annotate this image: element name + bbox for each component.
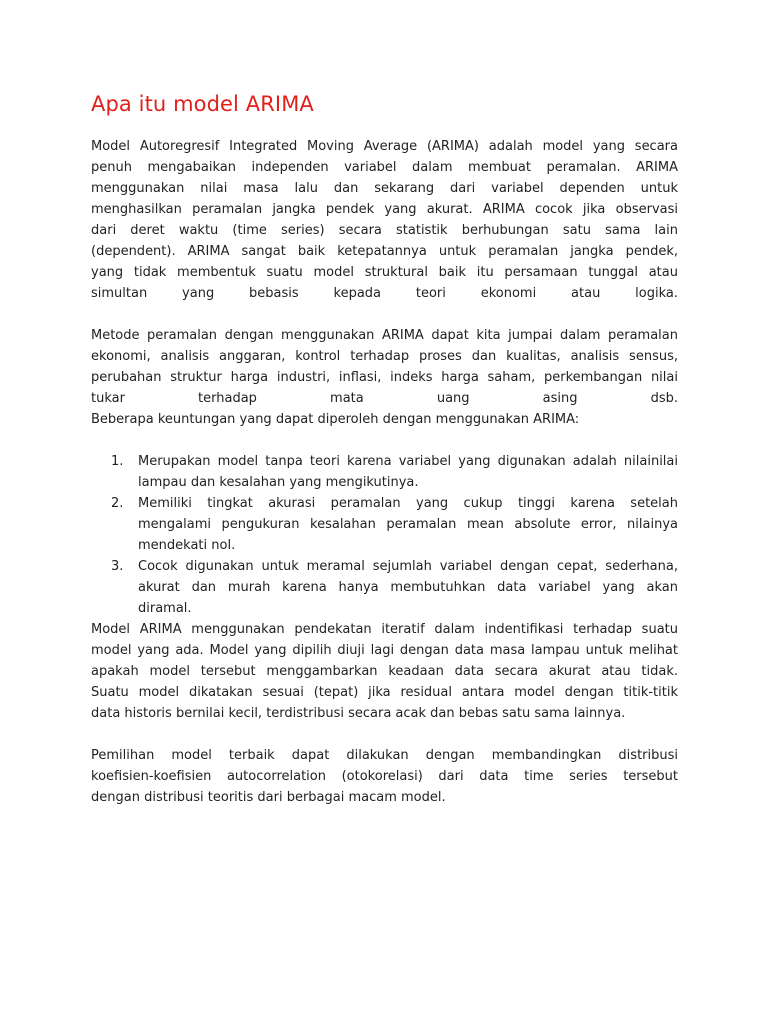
list-number: 1. (111, 454, 124, 469)
text-line: data historis bernilai kecil, terdistribusi secara acak dan bebas satu sama lainnya. (91, 706, 626, 721)
text-line: dari deret waktu (time series) secara statistik berhubungan satu sama lain (91, 223, 678, 238)
text-line: Beberapa keuntungan yang dapat diperoleh dengan menggunakan ARIMA: (91, 412, 580, 427)
list-item (91, 556, 678, 619)
paragraph-applications (91, 325, 678, 430)
text-line: (dependent). ARIMA sangat baik ketepatannya untuk peramalan jangka pendek, (91, 244, 678, 259)
paragraph-model-selection (91, 745, 678, 808)
text-line: model yang ada. Model yang dipilih diuji lagi dengan data masa lampau untuk melihat (91, 643, 678, 658)
text-line: simultan yang bebasis kepada teori ekonomi atau logika. (91, 286, 678, 301)
text-line: diramal. (138, 601, 192, 616)
text-line: Cocok digunakan untuk meramal sejumlah variabel dengan cepat, sederhana, (138, 559, 678, 574)
list-number: 3. (111, 559, 124, 574)
text-line: Suatu model dikatakan sesuai (tepat) jika residual antara model dengan titik-titik (91, 685, 678, 700)
list-number: 2. (111, 496, 124, 511)
text-line: menghasilkan peramalan jangka pendek yang akurat. ARIMA cocok jika observasi (91, 202, 678, 217)
paragraph-iterative (91, 619, 678, 724)
page-title: Apa itu model ARIMA (91, 92, 314, 116)
text-line: Model ARIMA menggunakan pendekatan iteratif dalam indentifikasi terhadap suatu (91, 622, 678, 637)
document-body (91, 136, 678, 829)
list-item (91, 451, 678, 493)
text-line: mendekati nol. (138, 538, 236, 553)
text-line: apakah model tersebut menggambarkan keadaan data secara akurat atau tidak. (91, 664, 678, 679)
text-line: koefisien-koefisien autocorrelation (otokorelasi) dari data time series tersebut (91, 769, 678, 784)
text-line: lampau dan kesalahan yang mengikutinya. (138, 475, 419, 490)
text-line: yang tidak membentuk suatu model struktural baik itu persamaan tunggal atau (91, 265, 678, 280)
text-line: Model Autoregresif Integrated Moving Average (ARIMA) adalah model yang secara (91, 139, 678, 154)
text-line: Pemilihan model terbaik dapat dilakukan dengan membandingkan distribusi (91, 748, 678, 763)
text-line: mengalami pengukuran kesalahan peramalan mean absolute error, nilainya (138, 517, 678, 532)
text-line: Metode peramalan dengan menggunakan ARIMA dapat kita jumpai dalam peramalan (91, 328, 678, 343)
text-line: tukar terhadap mata uang asing dsb. (91, 391, 678, 406)
text-line: penuh mengabaikan independen variabel dalam membuat peramalan. ARIMA (91, 160, 678, 175)
advantages-list (91, 451, 678, 619)
list-item (91, 493, 678, 556)
text-line: Memiliki tingkat akurasi peramalan yang cukup tinggi karena setelah (138, 496, 678, 511)
text-line: akurat dan murah karena hanya membutuhkan data variabel yang akan (138, 580, 678, 595)
text-line: ekonomi, analisis anggaran, kontrol terhadap proses dan kualitas, analisis sensus, (91, 349, 678, 364)
text-line: Merupakan model tanpa teori karena variabel yang digunakan adalah nilainilai (138, 454, 678, 469)
text-line: menggunakan nilai masa lalu dan sekarang dari variabel dependen untuk (91, 181, 678, 196)
text-line: perubahan struktur harga industri, inflasi, indeks harga saham, perkembangan nilai (91, 370, 678, 385)
paragraph-definition (91, 136, 678, 304)
text-line: dengan distribusi teoritis dari berbagai macam model. (91, 790, 446, 805)
